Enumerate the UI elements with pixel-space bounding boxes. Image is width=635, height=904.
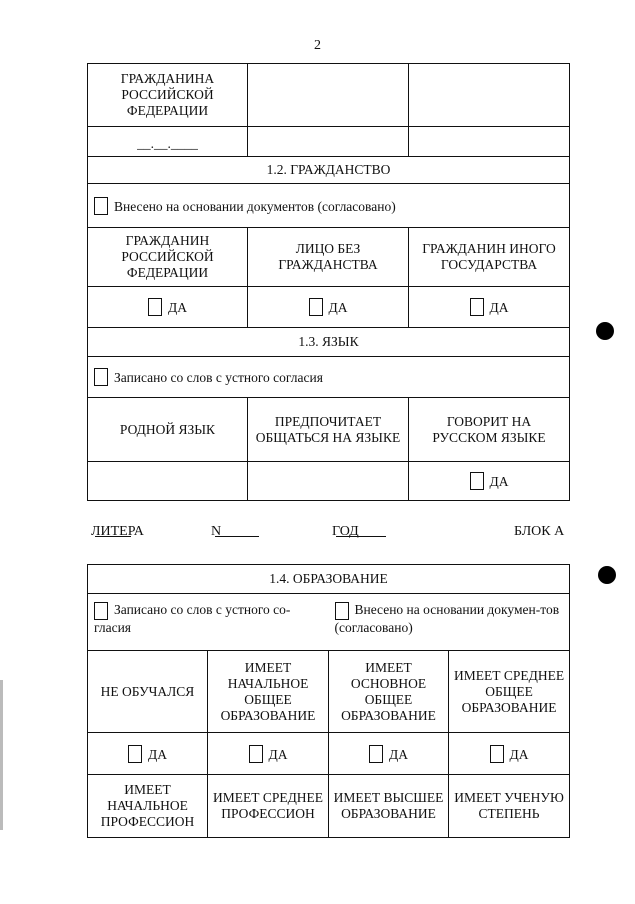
section-education-title: 1.4. ОБРАЗОВАНИЕ	[88, 565, 570, 594]
year-label: ГОД	[332, 524, 359, 539]
citizenship-option: ГРАЖДАНИН ИНОГО ГОСУДАРСТВА	[409, 228, 570, 287]
entered-docs-checkbox[interactable]	[94, 197, 108, 215]
education-table	[87, 564, 570, 838]
empty-cell[interactable]	[409, 64, 570, 127]
recorded-oral-checkbox[interactable]	[94, 368, 108, 386]
education-option: ИМЕЕТ ВЫСШЕЕ ОБРАЗОВАНИЕ	[329, 775, 449, 838]
yes-checkbox-cell	[248, 287, 409, 328]
yes-checkbox[interactable]	[470, 298, 484, 316]
empty-cell[interactable]	[248, 127, 409, 157]
yes-checkbox-cell	[88, 733, 208, 775]
language-option: ГОВОРИТ НА РУССКОМ ЯЗЫКЕ	[409, 398, 570, 462]
yes-checkbox-cell	[329, 733, 449, 775]
litera-blank[interactable]	[95, 524, 131, 537]
punch-hole-mark	[598, 566, 616, 584]
recorded-oral-label: Записано со слов с устного со-гласия	[94, 602, 291, 635]
education-option: ИМЕЕТ ОСНОВНОЕ ОБЩЕЕ ОБРАЗОВАНИЕ	[329, 651, 449, 733]
punch-hole-mark	[596, 322, 614, 340]
yes-checkbox[interactable]	[128, 745, 142, 763]
yes-label: ДА	[268, 746, 288, 762]
entered-docs-row	[88, 184, 570, 228]
citizenship-option: ЛИЦО БЕЗ ГРАЖДАНСТВА	[248, 228, 409, 287]
citizen-rf-cell: ГРАЖДАНИНА РОССИЙСКОЙ ФЕДЕРАЦИИ	[88, 64, 248, 127]
education-option: НЕ ОБУЧАЛСЯ	[88, 651, 208, 733]
section-citizenship-title: 1.2. ГРАЖДАНСТВО	[88, 157, 570, 184]
recorded-oral-row	[88, 357, 570, 398]
recorded-oral-checkbox[interactable]	[94, 602, 108, 620]
year-blank[interactable]	[336, 524, 386, 537]
education-option: ИМЕЕТ СРЕДНЕЕ ПРОФЕССИОН	[208, 775, 329, 838]
yes-label: ДА	[148, 746, 167, 762]
yes-label: ДА	[328, 300, 348, 315]
empty-cell[interactable]	[248, 462, 409, 501]
block-label: БЛОК А	[514, 524, 565, 539]
yes-checkbox[interactable]	[309, 298, 323, 316]
education-option: ИМЕЕТ УЧЕНУЮ СТЕПЕНЬ	[449, 775, 570, 838]
yes-checkbox-cell	[449, 733, 570, 775]
section-language-title: 1.3. ЯЗЫК	[88, 328, 570, 357]
yes-label: ДА	[509, 746, 529, 762]
page-number: 2	[314, 38, 321, 53]
recorded-oral-label: Записано со слов с устного согласия	[114, 370, 323, 385]
litera-line	[91, 524, 566, 544]
language-option: РОДНОЙ ЯЗЫК	[88, 398, 248, 462]
yes-checkbox[interactable]	[249, 745, 263, 763]
yes-label: ДА	[489, 474, 509, 489]
entered-docs-checkbox[interactable]	[335, 602, 349, 620]
yes-checkbox[interactable]	[369, 745, 383, 763]
yes-checkbox[interactable]	[470, 472, 484, 490]
yes-label: ДА	[168, 300, 187, 315]
yes-checkbox[interactable]	[148, 298, 162, 316]
entered-docs-label: Внесено на основании документов (согласовано)	[114, 198, 396, 214]
empty-cell[interactable]	[248, 64, 409, 127]
number-label: N	[211, 524, 222, 539]
yes-checkbox-cell	[88, 287, 248, 328]
education-option: ИМЕЕТ НАЧАЛЬНОЕ ОБЩЕЕ ОБРАЗОВАНИЕ	[208, 651, 329, 733]
number-blank[interactable]	[215, 524, 259, 537]
yes-checkbox-cell	[409, 462, 570, 501]
yes-label: ДА	[389, 746, 408, 762]
empty-cell[interactable]	[409, 127, 570, 157]
empty-cell[interactable]	[88, 462, 248, 501]
yes-label: ДА	[489, 300, 509, 315]
citizenship-option: ГРАЖДАНИН РОССИЙСКОЙ ФЕДЕРАЦИИ	[88, 228, 248, 287]
entered-docs-cell	[329, 594, 570, 651]
education-option: ИМЕЕТ СРЕДНЕЕ ОБЩЕЕ ОБРАЗОВАНИЕ	[449, 651, 570, 733]
yes-checkbox-cell	[409, 287, 570, 328]
yes-checkbox-cell	[208, 733, 329, 775]
scan-edge-mark	[0, 680, 3, 830]
recorded-oral-cell	[88, 594, 329, 651]
date-field[interactable]: __.__.____	[88, 127, 248, 157]
language-option: ПРЕДПОЧИТАЕТ ОБЩАТЬСЯ НА ЯЗЫКЕ	[248, 398, 409, 462]
entered-docs-label: Внесено на основании докумен-тов (согласовано)	[334, 602, 560, 635]
yes-checkbox[interactable]	[490, 745, 504, 763]
citizenship-language-table	[87, 63, 570, 501]
litera-label: ЛИТЕРА	[91, 524, 144, 539]
education-option: ИМЕЕТ НАЧАЛЬНОЕ ПРОФЕССИОН	[88, 775, 208, 838]
